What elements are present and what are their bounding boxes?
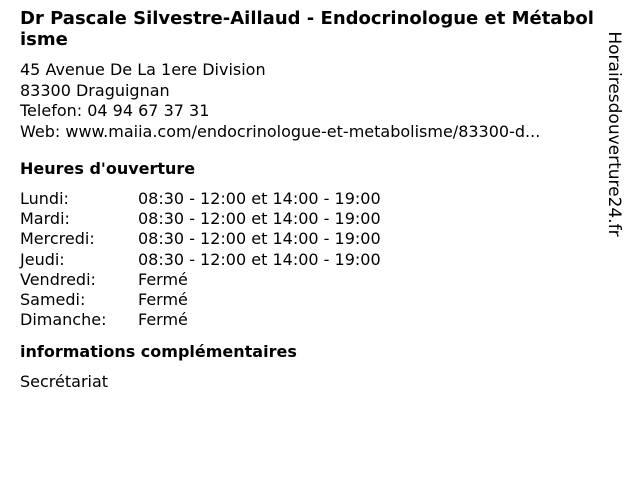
time-value: Fermé bbox=[138, 290, 188, 310]
hours-row-mardi bbox=[20, 209, 600, 229]
street-address: 45 Avenue De La 1ere Division bbox=[20, 60, 266, 79]
day-label: Mardi: bbox=[20, 209, 70, 229]
day-label: Mercredi: bbox=[20, 229, 95, 249]
day-label: Jeudi: bbox=[20, 249, 65, 269]
hours-heading: Heures d'ouverture bbox=[20, 159, 196, 178]
listing-card bbox=[20, 8, 600, 392]
hours-row-lundi bbox=[20, 189, 600, 209]
hours-row-samedi bbox=[20, 290, 600, 310]
time-value: 08:30 - 12:00 et 14:00 - 19:00 bbox=[138, 209, 381, 229]
hours-row-mercredi bbox=[20, 229, 600, 249]
page-title: Dr Pascale Silvestre-Aillaud - Endocrinologue et Métabolisme bbox=[20, 8, 594, 50]
time-value: Fermé bbox=[138, 310, 188, 330]
hours-row-dimanche bbox=[20, 310, 600, 330]
phone-number[interactable]: Telefon: 04 94 67 37 31 bbox=[20, 101, 210, 120]
time-value: 08:30 - 12:00 et 14:00 - 19:00 bbox=[138, 229, 381, 249]
time-value: Fermé bbox=[138, 269, 188, 289]
time-value: 08:30 - 12:00 et 14:00 - 19:00 bbox=[138, 189, 381, 208]
site-watermark: Horairesdouverture24.fr bbox=[604, 31, 624, 237]
day-label: Lundi: bbox=[20, 189, 69, 208]
hours-row-jeudi bbox=[20, 250, 600, 270]
address-block bbox=[20, 60, 600, 142]
opening-hours-table bbox=[20, 189, 600, 330]
info-heading: informations complémentaires bbox=[20, 342, 297, 362]
day-label: Dimanche: bbox=[20, 310, 107, 330]
city-line: 83300 Draguignan bbox=[20, 80, 170, 100]
day-label: Vendredi: bbox=[20, 269, 96, 289]
info-text: Secrétariat bbox=[20, 372, 109, 392]
website-link[interactable]: Web: www.maiia.com/endocrinologue-et-metabolisme/83300-d... bbox=[20, 121, 541, 141]
hours-row-vendredi bbox=[20, 270, 600, 290]
day-label: Samedi: bbox=[20, 290, 86, 310]
time-value: 08:30 - 12:00 et 14:00 - 19:00 bbox=[138, 249, 381, 269]
